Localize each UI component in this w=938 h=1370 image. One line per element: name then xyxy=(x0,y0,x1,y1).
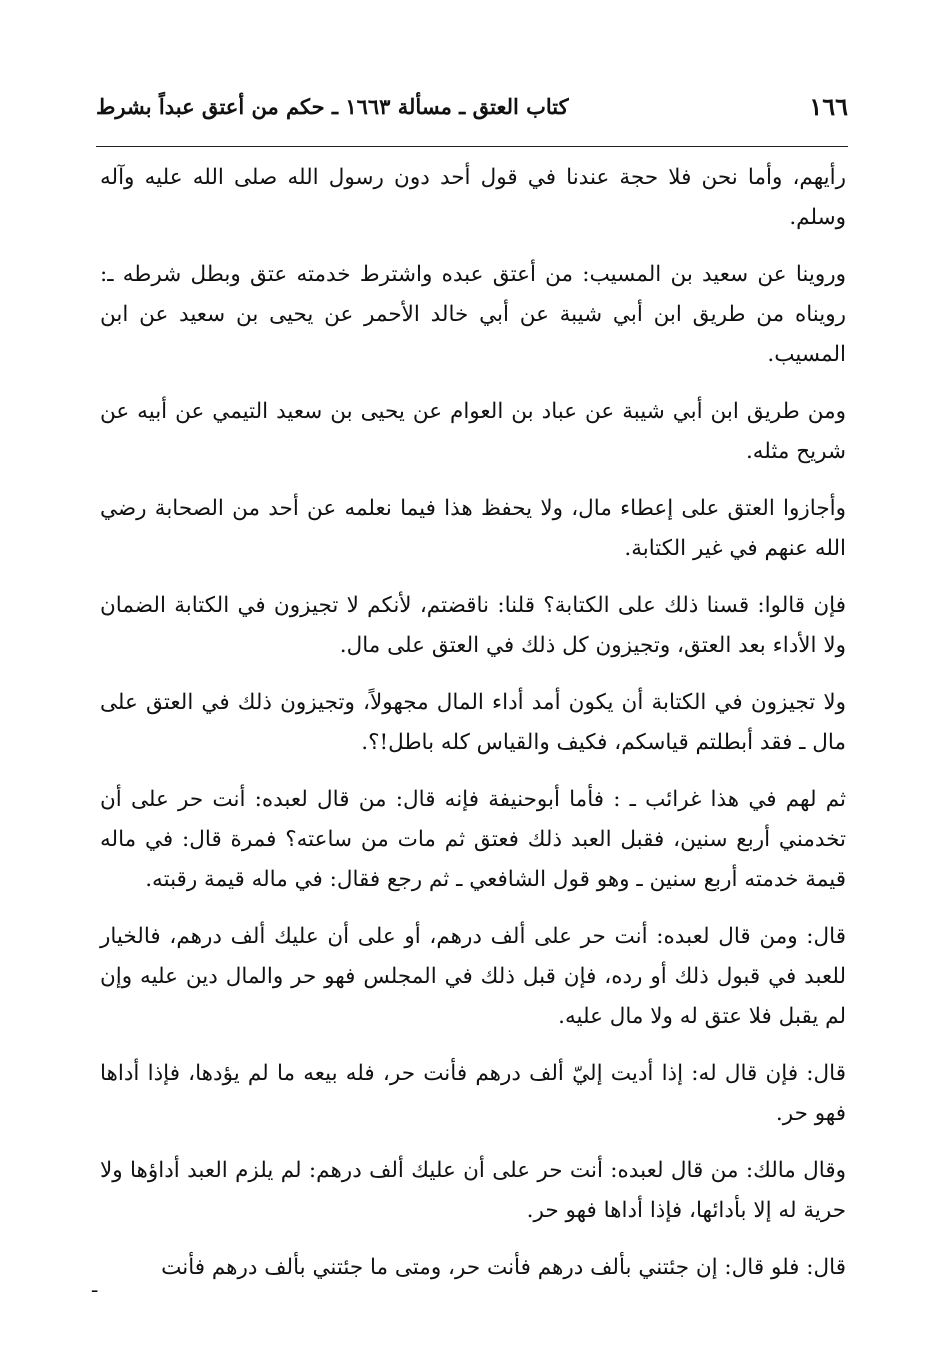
page-number: ١٦٦ xyxy=(809,91,848,121)
paragraph-2: وروينا عن سعيد بن المسيب: من أعتق عبده واشترط خدمته عتق وبطل شرطه ـ: رويناه من طريق ابن أبي شيبة عن أبي خالد الأحمر عن يحيى بن سعيد عن ابن المسيب. xyxy=(100,262,846,367)
paragraph-9: قال: فإن قال له: إذا أديت إليّ ألف درهم فأنت حر، فله بيعه ما لم يؤدها، فإذا أداها فهو حر. xyxy=(100,1061,846,1126)
continuation-mark: ـ xyxy=(92,1276,98,1297)
paragraph-7: ثم لهم في هذا غرائب ـ : فأما أبوحنيفة فإنه قال: من قال لعبده: أنت حر على أن تخدمني أربع سنين، فقبل العبد ذلك فعتق ثم مات من ساعته؟ فمرة قال: في ماله قيمة خدمته أربع سنين ـ وهو قول الشافعي ـ ثم رجع فقال: في ماله قيمة رقبته. xyxy=(100,787,846,892)
paragraph-1: رأيهم، وأما نحن فلا حجة عندنا في قول أحد دون رسول الله صلى الله عليه وآله وسلم. xyxy=(100,165,846,230)
running-header-title: كتاب العتق ـ مسألة ١٦٦٣ ـ حكم من أعتق عبداً بشرط xyxy=(96,93,569,119)
paragraph-5: فإن قالوا: قسنا ذلك على الكتابة؟ قلنا: ناقضتم، لأنكم لا تجيزون في الكتابة الضمان ولا الأداء بعد العتق، وتجيزون كل ذلك في العتق على مال. xyxy=(100,593,846,658)
running-header xyxy=(96,84,848,128)
paragraph-3: ومن طريق ابن أبي شيبة عن عباد بن العوام عن يحيى بن سعيد التيمي عن أبيه عن شريح مثله. xyxy=(100,399,846,464)
paragraph-10: وقال مالك: من قال لعبده: أنت حر على أن عليك ألف درهم: لم يلزم العبد أداؤها ولا حرية له إلا بأدائها، فإذا أداها فهو حر. xyxy=(100,1158,846,1223)
body-text xyxy=(100,158,846,1303)
header-divider xyxy=(96,146,848,147)
paragraph-11: قال: فلو قال: إن جئتني بألف درهم فأنت حر، ومتى ما جئتني بألف درهم فأنت xyxy=(161,1255,846,1280)
paragraph-4: وأجازوا العتق على إعطاء مال، ولا يحفظ هذا فيما نعلمه عن أحد من الصحابة رضي الله عنهم في غير الكتابة. xyxy=(100,496,846,561)
paragraph-8: قال: ومن قال لعبده: أنت حر على ألف درهم، أو على أن عليك ألف درهم، فالخيار للعبد في قبول ذلك أو رده، فإن قبل ذلك في المجلس فهو حر والمال دين عليه وإن لم يقبل فلا عتق له ولا مال عليه. xyxy=(100,924,846,1029)
paragraph-6: ولا تجيزون في الكتابة أن يكون أمد أداء المال مجهولاً، وتجيزون ذلك في العتق على مال ـ فقد أبطلتم قياسكم، فكيف والقياس كله باطل!؟. xyxy=(100,690,846,755)
